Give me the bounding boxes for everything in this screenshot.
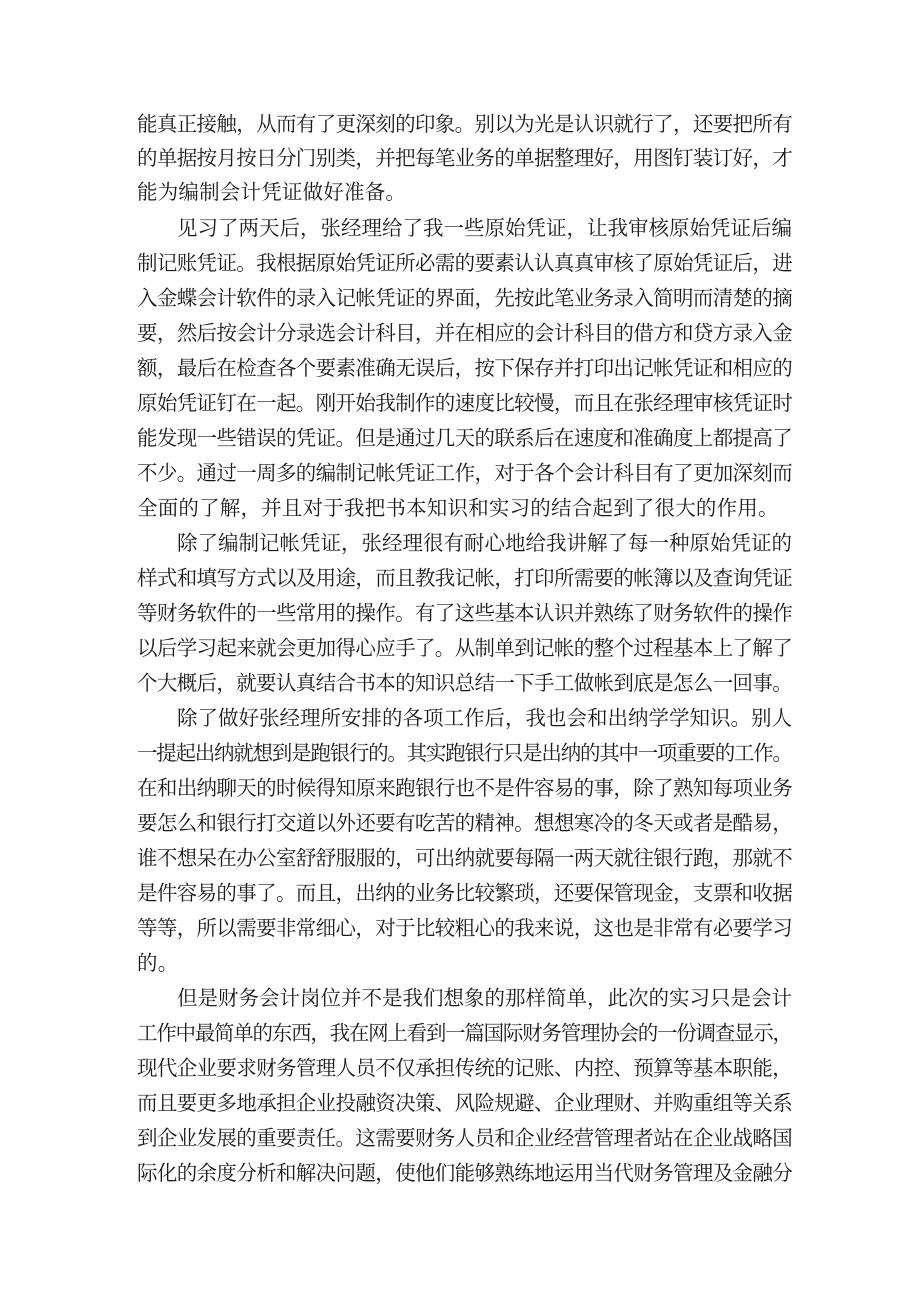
paragraph-4-line-6: 是件容易的事了。而且，出纳的业务比较繁琐，还要保管现金，支票和收据 <box>137 881 793 905</box>
paragraph-1-line-1: 能真正接触，从而有了更深刻的印象。别以为光是认识就行了，还要把所有 <box>137 112 793 136</box>
paragraph-5-line-5: 到企业发展的重要责任。这需要财务人员和企业经营管理者站在企业战略国 <box>137 1126 793 1150</box>
paragraph-3-line-1: 除了编制记帐凭证，张经理很有耐心地给我讲解了每一种原始凭证的 <box>177 531 792 555</box>
paragraph-2-line-3: 入金蝶会计软件的录入记帐凭证的界面，先按此笔业务录入简明而清楚的摘 <box>137 286 793 310</box>
paragraph-3-line-3: 等财务软件的一些常用的操作。有了这些基本认识并熟练了财务软件的操作 <box>137 601 793 625</box>
paragraph-2-line-1: 见习了两天后，张经理给了我一些原始凭证，让我审核原始凭证后编 <box>177 216 792 240</box>
paragraph-4-line-7: 等等，所以需要非常细心，对于比较粗心的我来说，这也是非常有必要学习 <box>137 916 793 940</box>
paragraph-1-line-2: 的单据按月按日分门别类，并把每笔业务的单据整理好，用图钉装订好，才 <box>137 146 793 170</box>
paragraph-2-line-4: 要，然后按会计分录选会计科目，并在相应的会计科目的借方和贷方录入金 <box>137 321 793 345</box>
paragraph-4-line-5: 谁不想呆在办公室舒舒服服的，可出纳就要每隔一两天就往银行跑，那就不 <box>137 846 793 870</box>
paragraph-4-line-2: 一提起出纳就想到是跑银行的。其实跑银行只是出纳的其中一项重要的工作。 <box>137 741 792 765</box>
paragraph-2-line-7: 能发现一些错误的凭证。但是通过几天的联系后在速度和准确度上都提高了 <box>137 426 793 450</box>
paragraph-4-line-4: 要怎么和银行打交道以外还要有吃苦的精神。想想寒冷的冬天或者是酷易， <box>137 811 793 835</box>
paragraph-3-line-2: 样式和填写方式以及用途，而且教我记帐，打印所需要的帐簿以及查询凭证 <box>137 566 793 590</box>
paragraph-3-line-5: 个大概后，就要认真结合书本的知识总结一下手工做帐到底是怎么一回事。 <box>137 671 793 695</box>
paragraph-3-line-4: 以后学习起来就会更加得心应手了。从制单到记帐的整个过程基本上了解了 <box>137 636 793 660</box>
paragraph-2-line-2: 制记账凭证。我根据原始凭证所必需的要素认认真真审核了原始凭证后，进 <box>137 251 793 275</box>
paragraph-5-line-6: 际化的余度分析和解决问题，使他们能够熟练地运用当代财务管理及金融分 <box>137 1161 793 1185</box>
paragraph-4-line-3: 在和出纳聊天的时候得知原来跑银行也不是件容易的事，除了熟知每项业务 <box>137 776 793 800</box>
paragraph-5-line-3: 现代企业要求财务管理人员不仅承担传统的记账、内控、预算等基本职能， <box>137 1056 793 1080</box>
paragraph-2-line-9: 全面的了解，并且对于我把书本知识和实习的结合起到了很大的作用。 <box>137 496 779 520</box>
paragraph-2-line-5: 额，最后在检查各个要素准确无误后，按下保存并打印出记帐凭证和相应的 <box>137 356 793 380</box>
paragraph-2-line-8: 不少。通过一周多的编制记帐凭证工作，对于各个会计科目有了更加深刻而 <box>137 461 793 485</box>
paragraph-5-line-4: 而且要更多地承担企业投融资决策、风险规避、企业理财、并购重组等关系 <box>137 1091 793 1115</box>
paragraph-5-line-2: 工作中最简单的东西，我在网上看到一篇国际财务管理协会的一份调查显示， <box>137 1021 792 1045</box>
paragraph-2-line-6: 原始凭证钉在一起。刚开始我制作的速度比较慢，而且在张经理审核凭证时 <box>137 391 793 415</box>
paragraph-1-line-3: 能为编制会计凭证做好准备。 <box>137 180 407 204</box>
paragraph-4-line-1: 除了做好张经理所安排的各项工作后，我也会和出纳学学知识。别人 <box>177 706 792 730</box>
paragraph-5-line-1: 但是财务会计岗位并不是我们想象的那样简单，此次的实习只是会计 <box>177 986 792 1010</box>
paragraph-4-line-8: 的。 <box>137 951 179 975</box>
